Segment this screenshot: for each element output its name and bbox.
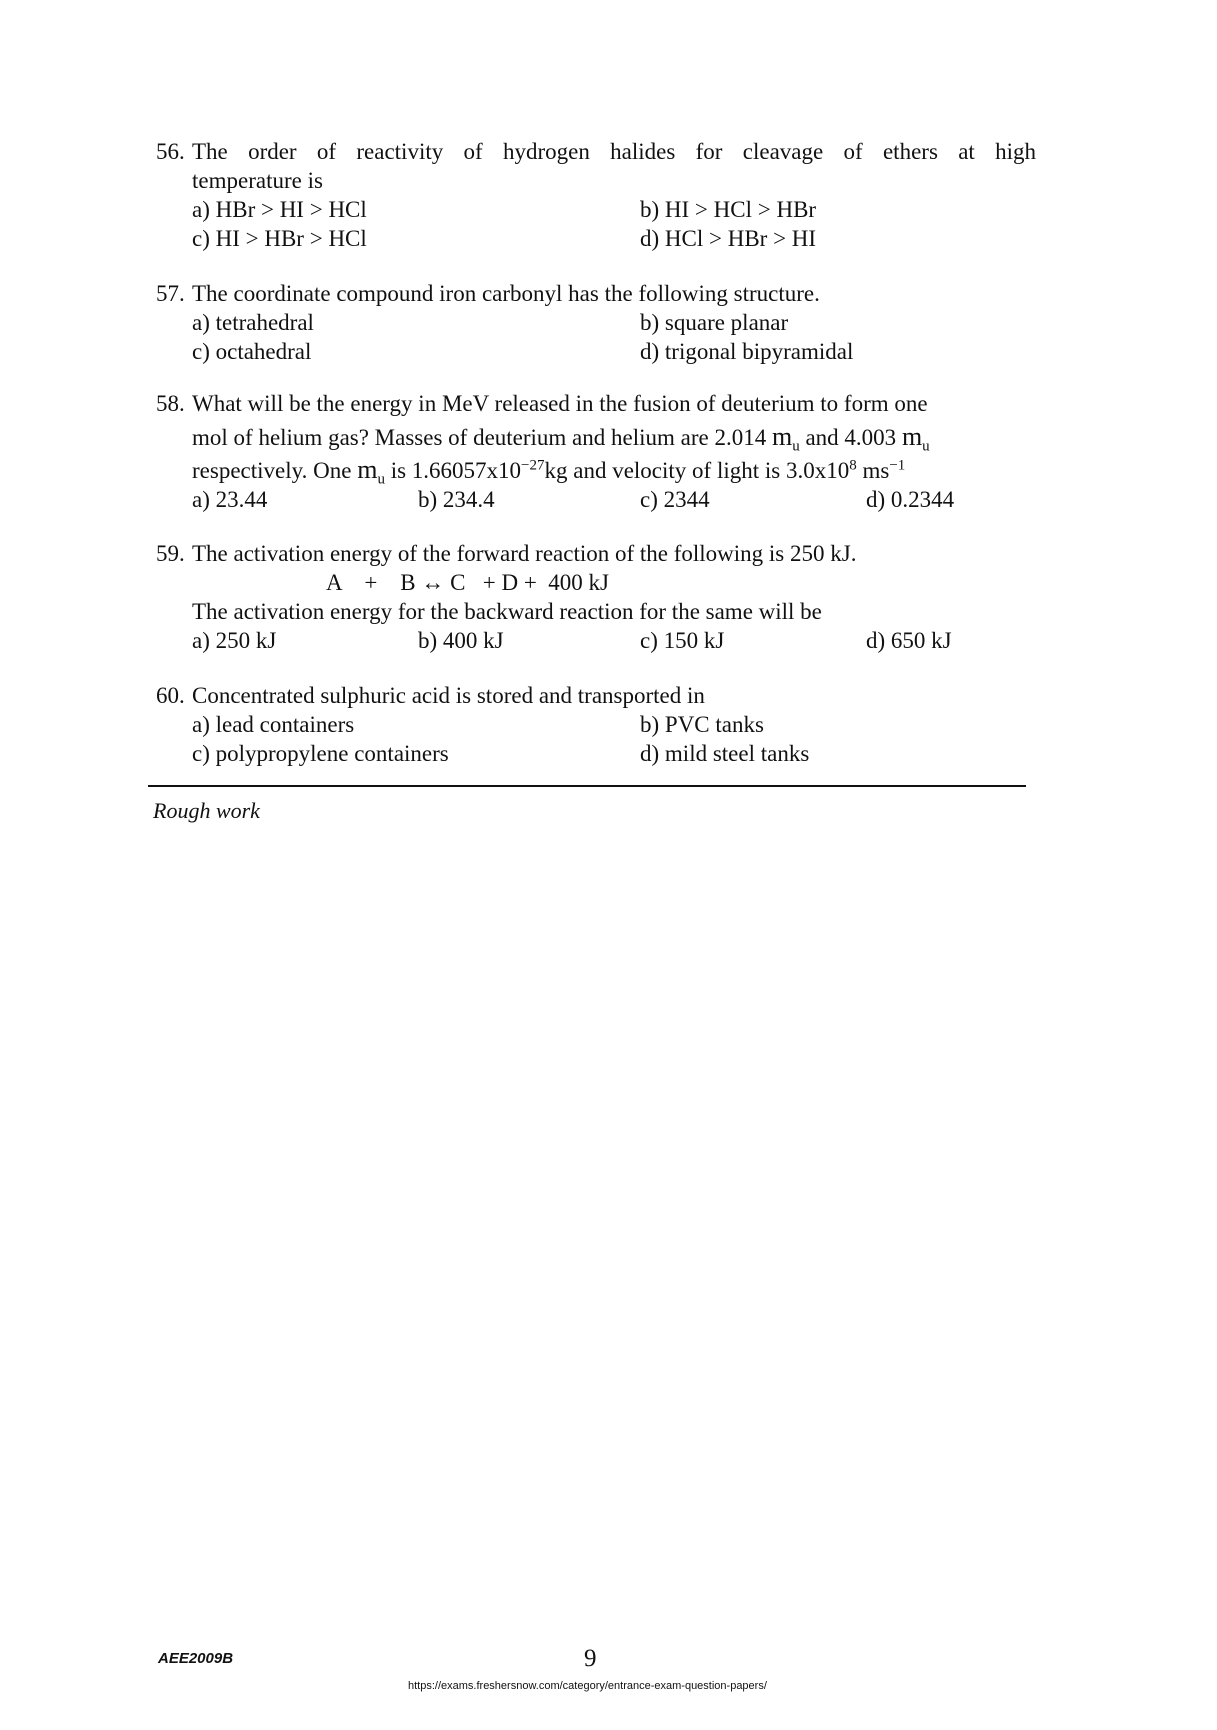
question-57 (156, 279, 1036, 366)
question-number: 56. (156, 139, 185, 164)
source-url: https://exams.freshersnow.com/category/entrance-exam-question-papers/ (408, 1680, 767, 1692)
option-c: c) 2344 (640, 487, 710, 512)
option-c: c) 150 kJ (640, 628, 725, 653)
rough-work-label: Rough work (153, 798, 260, 823)
option-a: a) lead containers (192, 712, 355, 737)
option-b: b) PVC tanks (640, 712, 764, 737)
question-stem: The activation energy of the forward reaction of the following is 250 kJ. (192, 541, 857, 566)
question-stem: Concentrated sulphuric acid is stored and transported in (192, 683, 705, 708)
question-59 (156, 539, 1036, 655)
option-c: c) octahedral (192, 339, 312, 364)
unit-mu: m (901, 422, 923, 451)
option-b: b) 400 kJ (418, 628, 504, 653)
option-c: c) polypropylene containers (192, 741, 449, 766)
option-a: a) 23.44 (192, 487, 268, 512)
page-number: 9 (584, 1645, 597, 1672)
question-number: 57. (156, 281, 185, 306)
unit-mu: m (771, 422, 793, 451)
option-a: a) tetrahedral (192, 310, 314, 335)
reaction-equation: A + B ↔ C + D + 400 kJ (326, 570, 609, 595)
question-56 (156, 137, 1036, 253)
option-a: a) HBr > HI > HCl (192, 197, 367, 222)
option-d: d) HCl > HBr > HI (640, 226, 817, 251)
option-d: d) mild steel tanks (640, 741, 810, 766)
question-stem: The coordinate compound iron carbonyl has the following structure. (192, 281, 820, 306)
question-number: 59. (156, 541, 185, 566)
option-b: b) HI > HCl > HBr (640, 197, 817, 222)
question-stem: The order of reactivity of hydrogen halides for cleavage of ethers at high (192, 139, 1036, 164)
question-number: 60. (156, 683, 185, 708)
option-b: b) 234.4 (418, 487, 495, 512)
option-d: d) 0.2344 (866, 487, 955, 512)
unit-mu: m (357, 455, 378, 484)
exam-code: AEE2009B (158, 1650, 234, 1667)
option-d: d) 650 kJ (866, 628, 952, 653)
question-stem-line3: respectively. One $m_u$ is $1.66057x10^{-27}kg$ and velocity of light is $3.0x10^8$ $ms^{-1}$ (192, 455, 906, 488)
section-divider (148, 785, 1026, 787)
question-stem: What will be the energy in MeV released in the fusion of deuterium to form one (192, 391, 928, 416)
option-a: a) 250 kJ (192, 628, 277, 653)
option-c: c) HI > HBr > HCl (192, 226, 367, 251)
option-b: b) square planar (640, 310, 789, 335)
question-stem-continued: The activation energy for the backward reaction for the same will be (192, 599, 822, 624)
question-number: 58. (156, 391, 185, 416)
option-d: d) trigonal bipyramidal (640, 339, 854, 364)
question-58 (156, 389, 1036, 514)
question-stem-line2: mol of helium gas? Masses of deuterium and helium are 2.014 $m_u$ and 4.003 $m_u$ (192, 422, 930, 455)
question-stem-continued: temperature is (192, 168, 323, 193)
question-60 (156, 681, 1036, 768)
